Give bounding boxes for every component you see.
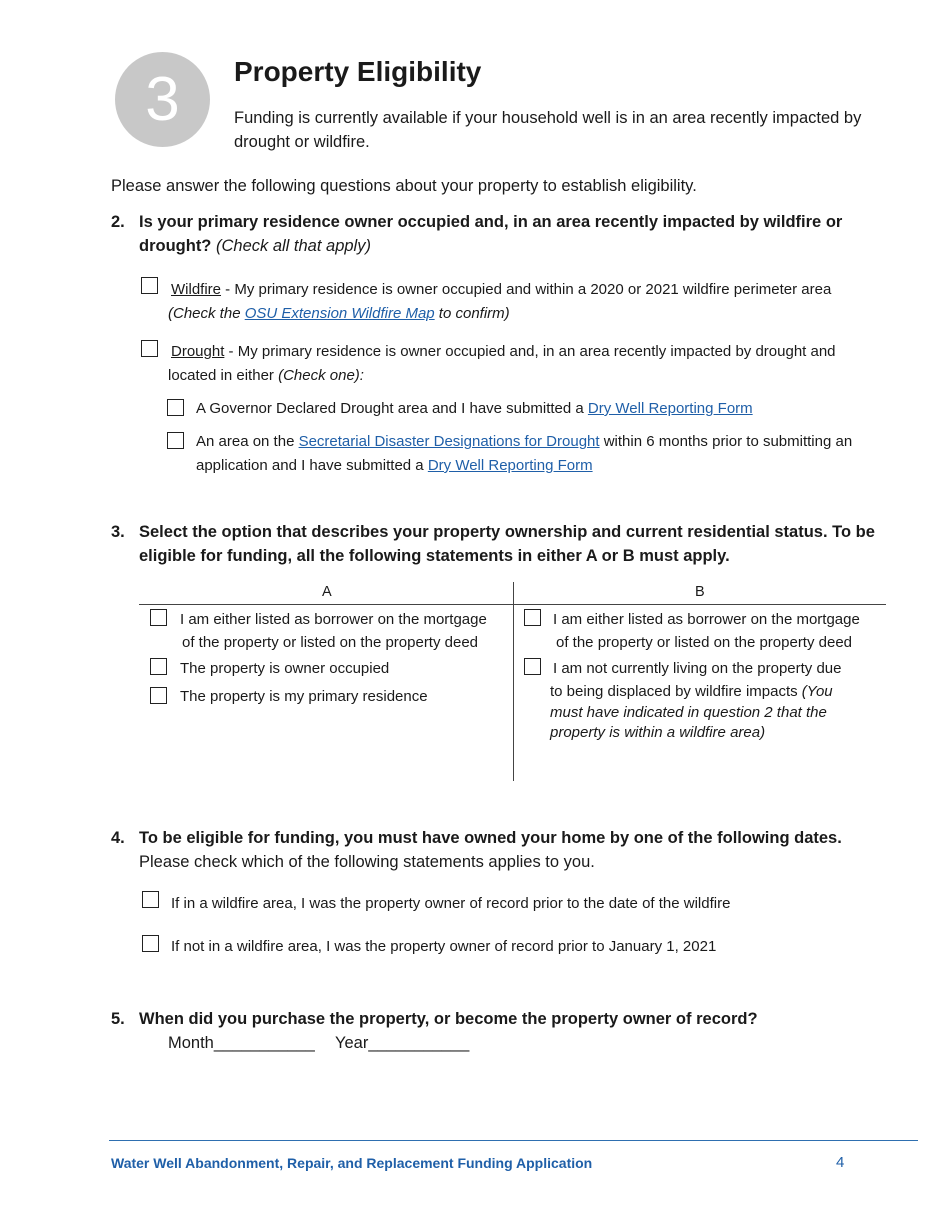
question-italic-note: (Check all that apply) [215,237,371,255]
osu-wildfire-map-link[interactable]: OSU Extension Wildfire Map [244,305,435,322]
governor-drought-text: A Governor Declared Drought area and I have submitted a [196,400,588,417]
secretarial-designations-link[interactable]: Secretarial Disaster Designations for Drought [298,433,600,450]
page-number: 4 [836,1154,845,1171]
b-displaced-note-2 [550,702,827,724]
question-number: 2. [111,213,125,231]
wildfire-option [171,278,886,301]
drought-located-text: located in either [168,367,279,384]
wildfire-note-post: to confirm) [434,305,510,322]
question-bold-text: When did you purchase the property, or become the property owner of record? [139,1010,758,1028]
a-owner-occupied-text: The property is owner occupied [180,660,390,677]
table-column-divider [513,582,514,781]
b-displaced-note-start: (You [801,683,833,700]
a-borrower-checkbox[interactable] [150,609,167,626]
b-displaced-note-line3: property is within a wildfire area) [550,724,766,741]
drought-check-one-note: (Check one): [278,367,364,384]
secretarial-drought-checkbox[interactable] [167,432,184,449]
question-number: 3. [111,523,125,541]
b-displaced-text-2 [550,681,833,703]
wildfire-note [168,302,510,325]
secretarial-text-pre: An area on the [196,433,299,450]
step-number-badge: 3 [115,52,210,147]
b-displaced-text: I am not currently living on the property due [553,660,842,677]
wildfire-owner-text: If in a wildfire area, I was the property owner of record prior to the date of the wildfire [171,895,731,912]
intro-text: Funding is currently available if your household well is in an area recently impacted by drought or wildfire. [234,109,862,151]
governor-drought-checkbox[interactable] [167,399,184,416]
drought-checkbox[interactable] [141,340,158,357]
question-text [139,1007,869,1031]
footer-title: Water Well Abandonment, Repair, and Replacement Funding Application [111,1155,593,1171]
non-wildfire-owner-checkbox[interactable] [142,935,159,952]
wildfire-checkbox[interactable] [141,277,158,294]
question-text [139,210,869,258]
b-borrower-text: I am either listed as borrower on the mortgage [553,611,860,628]
wildfire-note-pre: (Check the [168,305,245,322]
dry-well-form-link[interactable]: Dry Well Reporting Form [587,400,753,417]
secretarial-text-mid: within 6 months prior to submitting an [599,433,853,450]
b-displaced-note-line2: must have indicated in question 2 that the [550,704,827,721]
question-number: 5. [111,1010,125,1028]
footer-rule [109,1140,918,1141]
wildfire-owner-checkbox[interactable] [142,891,159,908]
secretarial-text-line2: application and I have submitted a [196,457,428,474]
dry-well-form-link-2[interactable]: Dry Well Reporting Form [427,457,593,474]
drought-label: Drought [171,343,225,360]
non-wildfire-owner-text: If not in a wildfire area, I was the property owner of record prior to January 1, 2021 [171,938,717,955]
a-owner-occupied-checkbox[interactable] [150,658,167,675]
secretarial-drought-line2 [196,454,593,477]
wildfire-text: - My primary residence is owner occupied and within a 2020 or 2021 wildfire perimeter area [221,281,832,298]
b-displaced-checkbox[interactable] [524,658,541,675]
lead-text: Please answer the following questions about your property to establish eligibility. [111,177,697,195]
question-bold-text: Select the option that describes your property ownership and current residential status. To be eligible for funding, all the following statements in either A or B must apply. [139,523,875,565]
question-bold-text: To be eligible for funding, you must have owned your home by one of the following dates. [139,829,842,847]
question-sub-text: Please check which of the following statements applies to you. [139,853,595,871]
a-borrower-text: I am either listed as borrower on the mortgage [180,611,487,628]
page-title: Property Eligibility [234,56,482,87]
drought-option [171,340,886,363]
question-number: 4. [111,829,125,847]
drought-text-line2 [168,364,364,387]
b-borrower-checkbox[interactable] [524,609,541,626]
drought-text: - My primary residence is owner occupied and, in an area recently impacted by drought and [224,343,836,360]
column-a-header: A [322,584,332,600]
purchase-year-field[interactable]: Year___________ [335,1034,470,1052]
b-displaced-note-3 [550,722,765,744]
secretarial-drought-option [196,430,896,453]
b-borrower-text-2: of the property or listed on the property deed [556,634,853,651]
column-b-header: B [695,584,705,600]
b-displaced-impacts: to being displaced by wildfire impacts [550,683,802,700]
wildfire-label: Wildfire [171,281,222,298]
purchase-month-field[interactable]: Month___________ [168,1034,315,1052]
a-primary-residence-text: The property is my primary residence [180,688,428,705]
a-borrower-text-2: of the property or listed on the property deed [182,634,479,651]
governor-drought-option [196,397,753,420]
question-bold-text: Is your primary residence owner occupied and, in an area recently impacted by wildfire or drought? [139,213,843,255]
a-primary-residence-checkbox[interactable] [150,687,167,704]
question-text [139,826,899,874]
question-text [139,520,879,568]
